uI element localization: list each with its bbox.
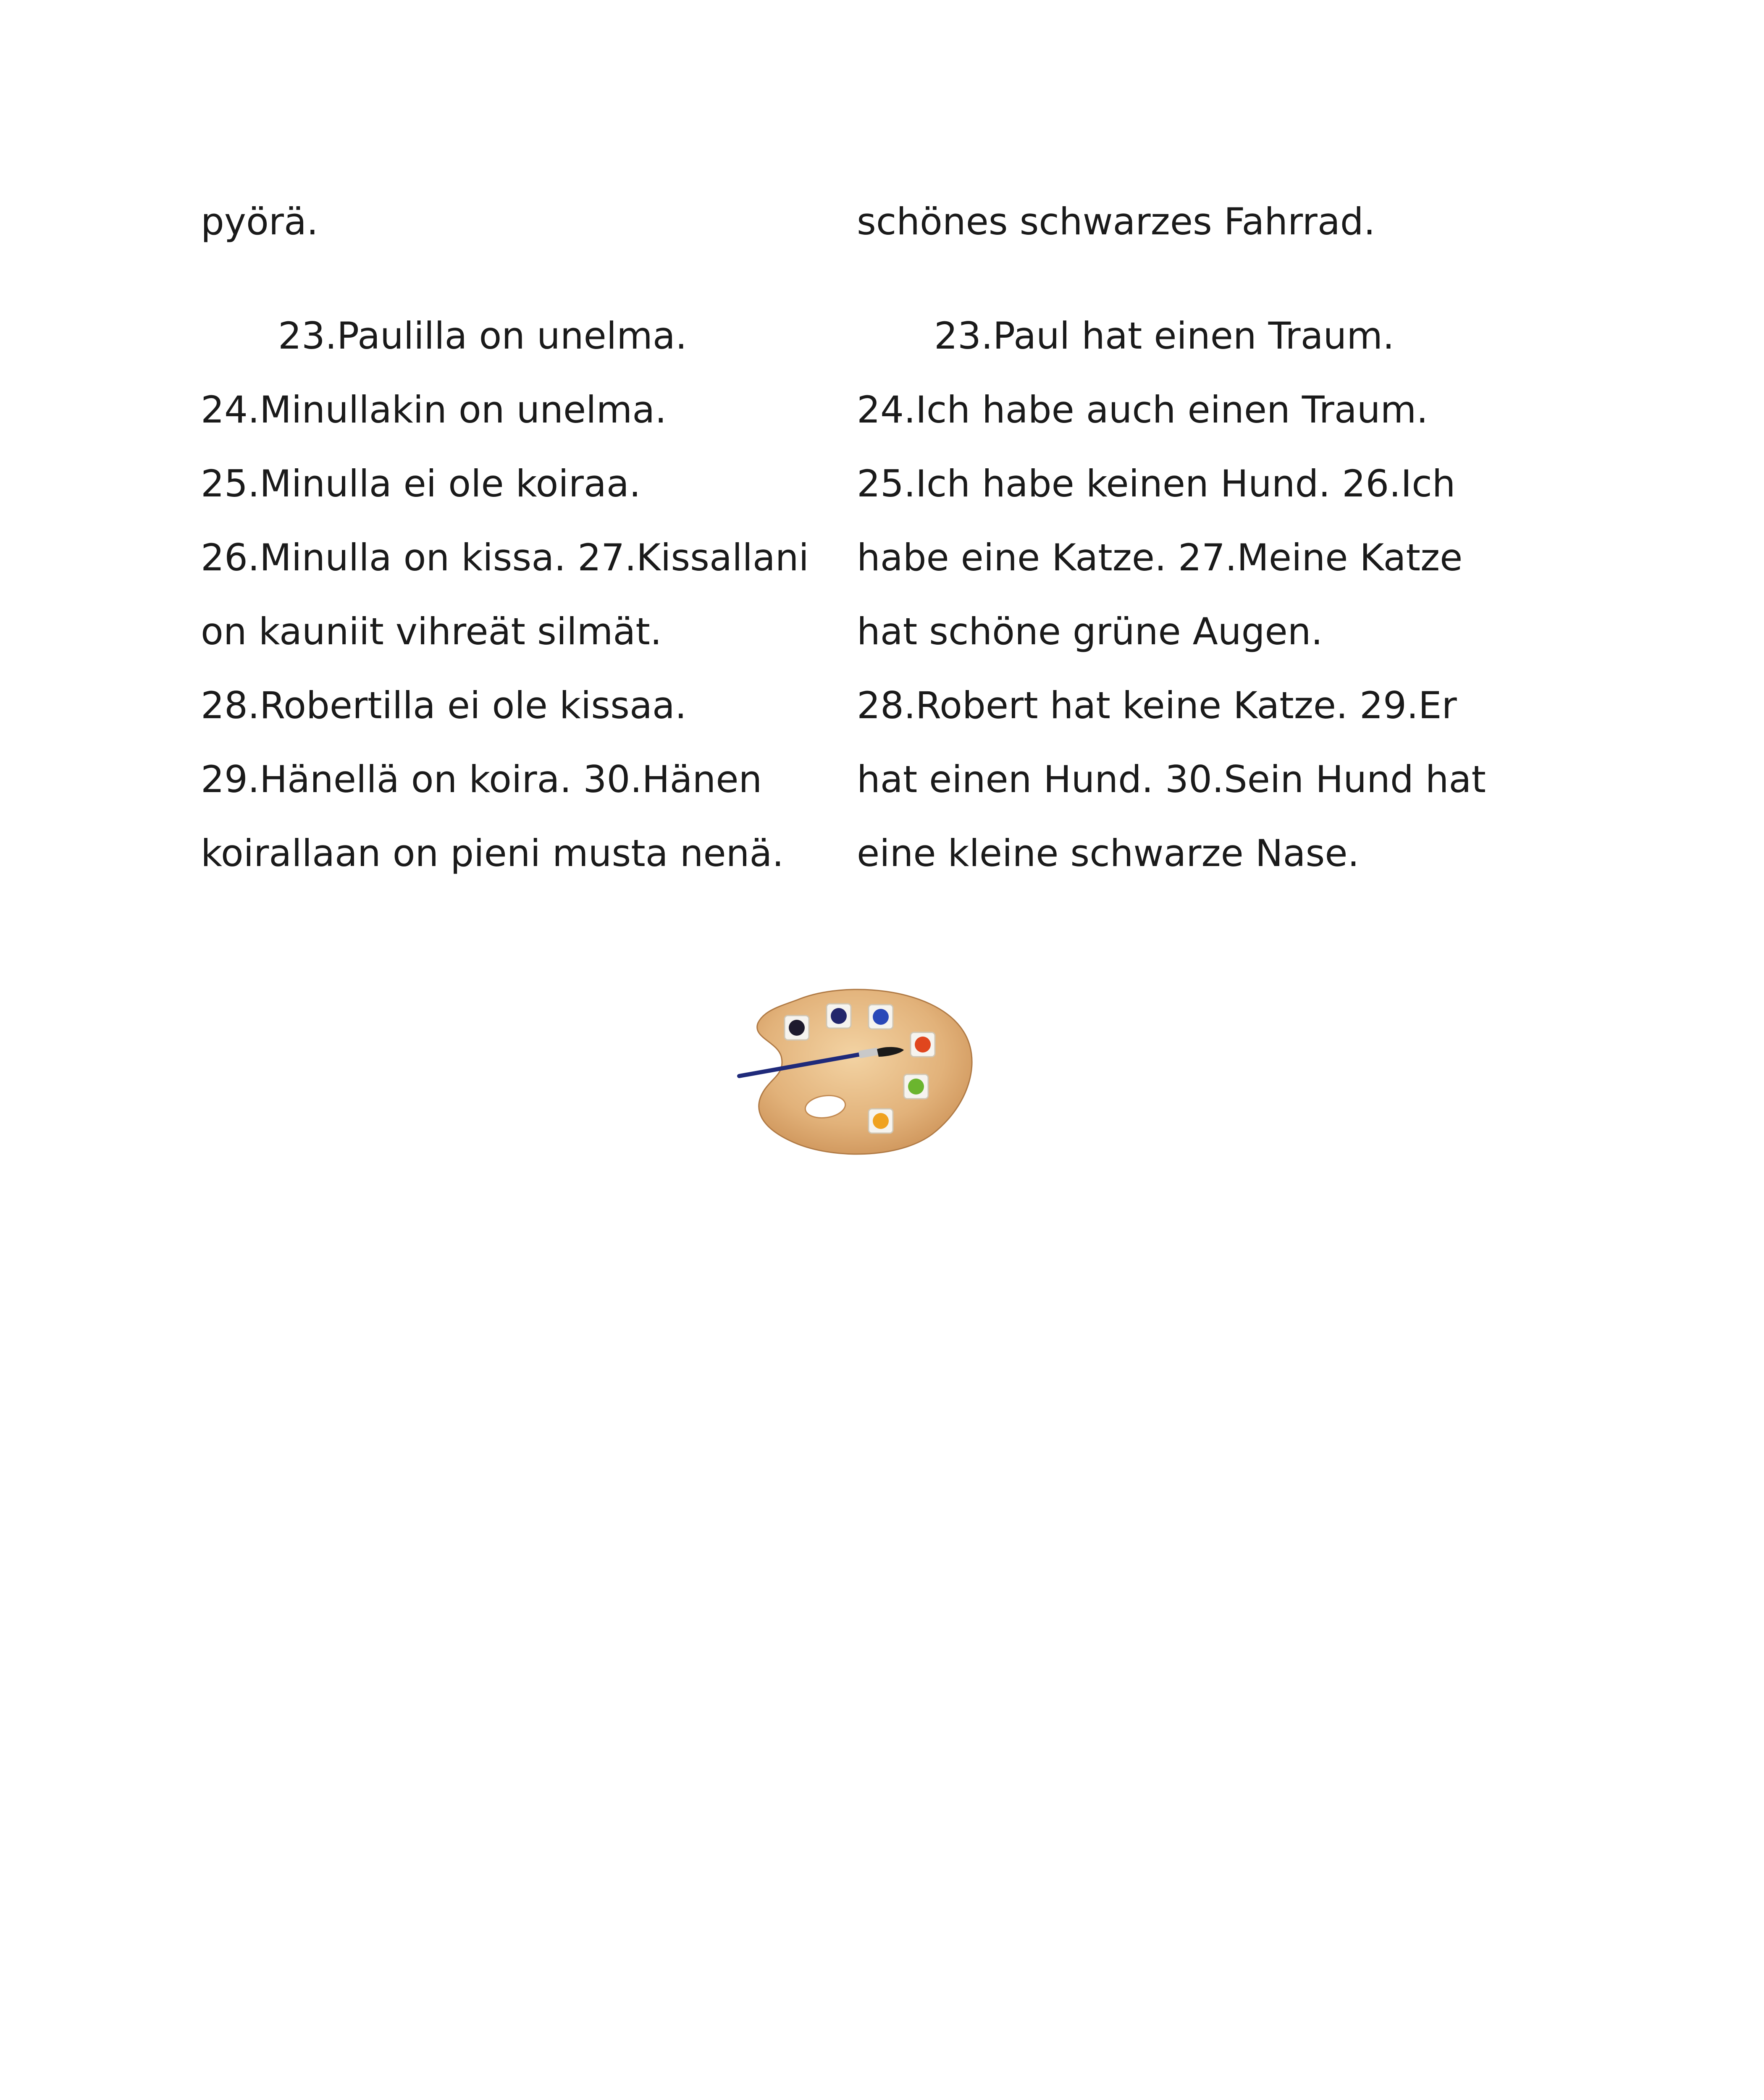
text-line: 23.Paulilla on unelma. [278, 314, 687, 357]
text-line: on kauniit vihreät silmät. [201, 610, 662, 653]
paint-blue [873, 1009, 889, 1025]
text-line: 26.Minulla on kissa. 27.Kissallani [201, 536, 809, 579]
text-line: pyörä. [201, 200, 318, 243]
text-line: schönes schwarzes Fahrrad. [857, 200, 1376, 243]
text-line: habe eine Katze. 27.Meine Katze [857, 536, 1463, 579]
german-column [857, 185, 1529, 890]
paint-orange [873, 1113, 889, 1129]
text-line: eine kleine schwarze Nase. [857, 832, 1360, 875]
palette-board [757, 990, 972, 1154]
text-line: 29.Hänellä on koira. 30.Hänen [201, 758, 762, 801]
text-line: 25.Ich habe keinen Hund. 26.Ich [857, 462, 1456, 505]
text-line: hat einen Hund. 30.Sein Hund hat [857, 758, 1486, 801]
paragraph-gap [857, 259, 1529, 299]
text-line: hat schöne grüne Augen. [857, 610, 1323, 653]
paint-green [908, 1079, 924, 1095]
text-line: 28.Robert hat keine Katze. 29.Er [857, 684, 1457, 727]
paint-palette-icon [735, 983, 979, 1159]
paint-navy [831, 1008, 847, 1024]
paragraph-gap [201, 259, 831, 299]
text-line: 25.Minulla ei ole koiraa. [201, 462, 641, 505]
text-line: 24.Ich habe auch einen Traum. [857, 388, 1428, 431]
paint-red [915, 1037, 931, 1053]
text-line: koirallaan on pieni musta nenä. [201, 832, 784, 875]
text-line: 28.Robertilla ei ole kissaa. [201, 684, 687, 727]
paint-black [789, 1020, 805, 1036]
text-line: 24.Minullakin on unelma. [201, 388, 667, 431]
text-line: 23.Paul hat einen Traum. [934, 314, 1395, 357]
finnish-column [201, 185, 831, 890]
